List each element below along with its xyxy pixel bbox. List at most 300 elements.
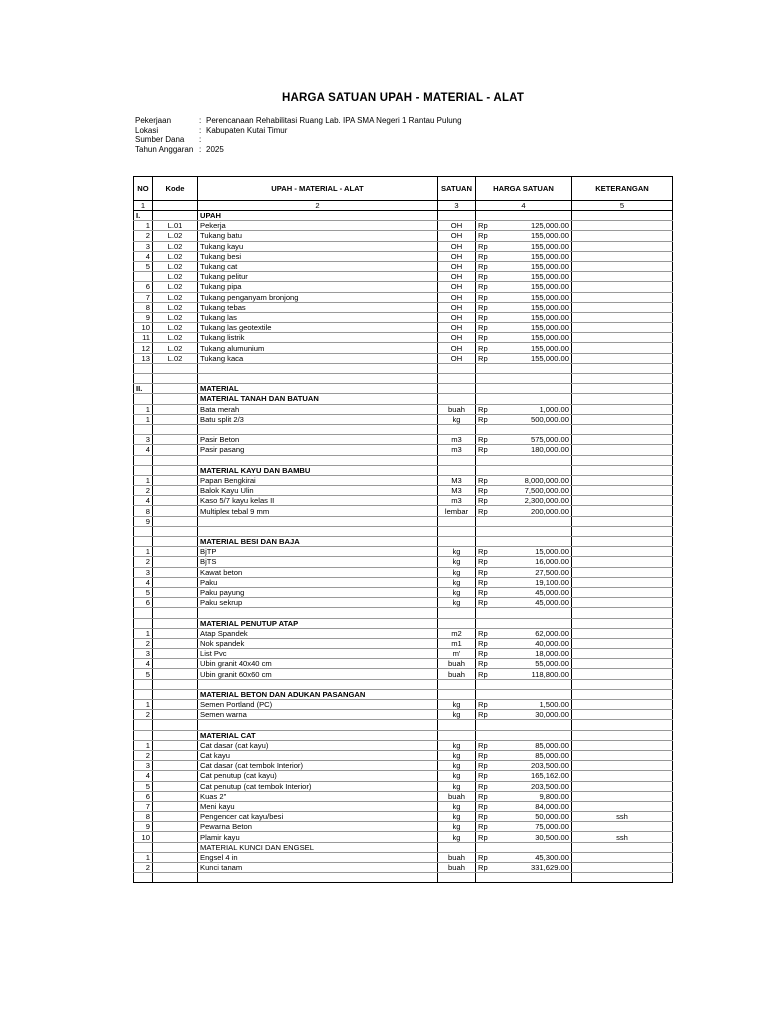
empty-cell [476,526,572,536]
item-price [476,781,572,791]
item-name: Tukang batu [198,231,438,241]
item-unit: buah [438,669,476,679]
item-unit: kg [438,740,476,750]
item-code: L.02 [153,261,198,271]
price-value: 62,000.00 [535,628,569,638]
table-row [134,496,673,506]
price-wrap [478,272,569,281]
item-number: 3 [134,241,153,251]
empty-cell [572,618,673,628]
empty-cell [476,679,572,689]
item-note [572,353,673,363]
empty-cell [438,618,476,628]
column-number: 1 [134,201,153,211]
item-code [153,832,198,842]
currency-label: Rp [478,475,488,485]
item-code [153,506,198,516]
empty-cell [198,608,438,618]
table-row [134,700,673,710]
item-note [572,567,673,577]
table-row [134,261,673,271]
item-note [572,343,673,353]
empty-cell [476,720,572,730]
item-note [572,302,673,312]
item-note [572,496,673,506]
item-code [153,781,198,791]
empty-cell [153,618,198,628]
currency-label: Rp [478,649,488,659]
item-note [572,852,673,862]
category-row [134,465,673,475]
header-satuan: SATUAN [438,177,476,201]
item-code [153,791,198,801]
item-number: 1 [134,414,153,424]
empty-cell [134,730,153,740]
item-number: 3 [134,761,153,771]
blank-row [134,679,673,689]
price-wrap [478,354,569,363]
item-price [476,353,572,363]
item-name: Atap Spandek [198,628,438,638]
item-number: 4 [134,496,153,506]
category-row [134,394,673,404]
item-price [476,547,572,557]
item-name: Tukang las geotextile [198,323,438,333]
price-wrap [478,710,569,719]
item-code [153,852,198,862]
currency-label: Rp [478,343,488,353]
item-price [476,740,572,750]
empty-cell [438,720,476,730]
item-note: ssh [572,812,673,822]
item-price [476,557,572,567]
currency-label: Rp [478,506,488,516]
item-number: 4 [134,445,153,455]
item-code [153,445,198,455]
table-row [134,516,673,526]
item-name: Tukang listrik [198,333,438,343]
item-unit: kg [438,547,476,557]
empty-cell [438,608,476,618]
table-row [134,414,673,424]
item-price [476,496,572,506]
item-number: 2 [134,863,153,873]
item-name: Plamir kayu [198,832,438,842]
empty-cell [572,465,673,475]
price-value: 200,000.00 [530,506,569,516]
currency-label: Rp [478,751,488,761]
item-note [572,587,673,597]
category-title: MATERIAL KAYU DAN BAMBU [198,465,438,475]
item-name: Pengencer cat kayu/besi [198,812,438,822]
item-note [572,700,673,710]
item-number: 7 [134,292,153,302]
item-number: 4 [134,771,153,781]
item-code [153,761,198,771]
item-note [572,659,673,669]
empty-cell [198,526,438,536]
empty-cell [134,424,153,434]
empty-cell [438,526,476,536]
item-code [153,486,198,496]
info-row-pekerjaan [135,116,462,126]
item-unit: M3 [438,486,476,496]
item-name: Tukang kayu [198,241,438,251]
empty-cell [438,730,476,740]
table-row [134,547,673,557]
price-value: 155,000.00 [530,343,569,353]
section-row [134,211,673,221]
empty-cell [438,465,476,475]
item-price [476,710,572,720]
item-unit: OH [438,302,476,312]
item-name: Nok spandek [198,638,438,648]
table-row [134,241,673,251]
table-row [134,771,673,781]
item-price [476,272,572,282]
item-number: 9 [134,312,153,322]
table-row [134,312,673,322]
item-number: 10 [134,323,153,333]
item-code [153,740,198,750]
currency-label: Rp [478,333,488,343]
table-row [134,557,673,567]
item-number: 1 [134,475,153,485]
item-unit: OH [438,353,476,363]
blank-row [134,608,673,618]
price-wrap [478,486,569,495]
item-number: 1 [134,547,153,557]
price-value: 30,000.00 [535,710,569,720]
item-price [476,587,572,597]
blank-row [134,526,673,536]
empty-cell [134,363,153,373]
table-row [134,343,673,353]
price-wrap [478,282,569,291]
item-unit: kg [438,557,476,567]
item-price [476,649,572,659]
price-wrap [478,344,569,353]
item-code [153,822,198,832]
empty-cell [134,689,153,699]
item-price [476,221,572,231]
item-number: 2 [134,710,153,720]
column-number [153,201,198,211]
item-name: Cat dasar (cat kayu) [198,740,438,750]
item-number: 9 [134,822,153,832]
item-price [476,628,572,638]
item-unit: m2 [438,628,476,638]
price-wrap [478,761,569,770]
item-number: 1 [134,221,153,231]
table-row [134,710,673,720]
item-note [572,669,673,679]
price-value: 125,000.00 [530,221,569,231]
item-price [476,852,572,862]
empty-cell [153,537,198,547]
empty-cell [134,465,153,475]
price-wrap [478,262,569,271]
price-value: 1,000.00 [539,404,569,414]
column-number: 2 [198,201,438,211]
item-unit: m' [438,649,476,659]
section-number: I. [134,211,153,221]
empty-cell [438,384,476,394]
price-value: 155,000.00 [530,262,569,272]
item-name: Batu split 2/3 [198,414,438,424]
table-row [134,863,673,873]
currency-label: Rp [478,588,488,598]
item-number: 7 [134,801,153,811]
empty-cell [476,873,572,883]
item-note [572,649,673,659]
price-wrap [478,863,569,872]
item-unit: OH [438,221,476,231]
item-price [476,333,572,343]
price-value: 155,000.00 [530,353,569,363]
empty-cell [198,374,438,384]
item-note [572,506,673,516]
empty-cell [153,394,198,404]
item-price [476,516,572,526]
item-number: 4 [134,251,153,261]
item-name: Cat kayu [198,750,438,760]
empty-cell [476,363,572,373]
info-label: Lokasi [135,125,159,135]
info-value: Perencanaan Rehabilitasi Ruang Lab. IPA SMA Negeri 1 Rantau Pulung [206,116,462,125]
price-value: 155,000.00 [530,282,569,292]
price-value: 45,000.00 [535,588,569,598]
item-unit: OH [438,323,476,333]
price-wrap [478,496,569,505]
item-code: L.02 [153,302,198,312]
item-note [572,771,673,781]
item-name: Semen warna [198,710,438,720]
item-note [572,486,673,496]
price-wrap [478,415,569,424]
item-unit: buah [438,852,476,862]
item-unit: buah [438,659,476,669]
currency-label: Rp [478,801,488,811]
price-wrap [478,313,569,322]
price-value: 575,000.00 [530,435,569,445]
item-price [476,414,572,424]
currency-label: Rp [478,781,488,791]
empty-cell [572,455,673,465]
info-value: 2025 [206,144,224,154]
empty-cell [476,465,572,475]
empty-cell [134,394,153,404]
project-info [135,116,462,154]
table-row [134,231,673,241]
price-value: 1,500.00 [539,700,569,710]
table-row [134,272,673,282]
category-row [134,618,673,628]
item-number: 3 [134,435,153,445]
item-unit: OH [438,241,476,251]
empty-cell [134,873,153,883]
item-price [476,261,572,271]
item-number: 3 [134,567,153,577]
price-value: 30,500.00 [535,832,569,842]
item-note [572,822,673,832]
empty-cell [134,842,153,852]
item-unit: kg [438,567,476,577]
empty-cell [572,384,673,394]
item-note [572,740,673,750]
item-price [476,669,572,679]
item-name: Kunci tanam [198,863,438,873]
empty-cell [198,363,438,373]
price-table [133,176,673,883]
column-number: 5 [572,201,673,211]
item-price [476,638,572,648]
item-number: 5 [134,669,153,679]
section-title: MATERIAL [198,384,438,394]
item-note [572,404,673,414]
info-separator: : [199,125,202,135]
table-body [134,211,673,883]
item-code [153,475,198,485]
price-value: 45,000.00 [535,598,569,608]
item-unit: M3 [438,475,476,485]
price-value: 7,500,000.00 [524,486,569,496]
item-code [153,587,198,597]
column-number-row [134,201,673,211]
price-value: 2,300,000.00 [524,496,569,506]
table-row [134,221,673,231]
item-name: Bata merah [198,404,438,414]
item-number: 11 [134,333,153,343]
currency-label: Rp [478,231,488,241]
item-note [572,414,673,424]
item-name: Tukang pipa [198,282,438,292]
currency-label: Rp [478,251,488,261]
item-note [572,323,673,333]
item-code [153,649,198,659]
table-row [134,669,673,679]
item-price [476,832,572,842]
empty-cell [153,465,198,475]
column-number: 4 [476,201,572,211]
item-note [572,435,673,445]
empty-cell [134,608,153,618]
empty-cell [438,873,476,883]
header-no: NO [134,177,153,201]
price-value: 155,000.00 [530,251,569,261]
item-price [476,700,572,710]
empty-cell [153,730,198,740]
item-unit: m3 [438,445,476,455]
item-price [476,506,572,516]
price-value: 16,000.00 [535,557,569,567]
price-value: 19,100.00 [535,577,569,587]
currency-label: Rp [478,852,488,862]
table-row [134,791,673,801]
item-number: 1 [134,852,153,862]
currency-label: Rp [478,812,488,822]
info-row-sumber-dana [135,135,462,145]
item-note [572,475,673,485]
item-note [572,547,673,557]
item-name: Kawat beton [198,567,438,577]
price-wrap [478,792,569,801]
item-price [476,282,572,292]
item-number: 1 [134,628,153,638]
info-label: Tahun Anggaran [135,144,194,154]
price-wrap [478,670,569,679]
info-separator: : [199,116,202,125]
price-wrap [478,323,569,332]
item-code [153,710,198,720]
item-price [476,231,572,241]
item-code: L.02 [153,292,198,302]
item-name: Ubin granit 60x60 cm [198,669,438,679]
item-note [572,761,673,771]
item-name: Tukang kaca [198,353,438,363]
item-name: Pekerja [198,221,438,231]
category-title: MATERIAL CAT [198,730,438,740]
price-wrap [478,333,569,342]
empty-cell [476,374,572,384]
info-value: Kabupaten Kutai Timur [206,125,288,135]
category-row [134,537,673,547]
section-number: II. [134,384,153,394]
table-row [134,740,673,750]
item-note [572,863,673,873]
item-price [476,598,572,608]
item-number: 8 [134,812,153,822]
item-number: 2 [134,750,153,760]
price-value: 75,000.00 [535,822,569,832]
price-wrap [478,771,569,780]
item-price [476,659,572,669]
blank-row [134,374,673,384]
table-row [134,577,673,587]
item-unit: OH [438,251,476,261]
item-name [198,516,438,526]
currency-label: Rp [478,628,488,638]
table-row [134,353,673,363]
currency-label: Rp [478,659,488,669]
empty-cell [153,363,198,373]
table-row [134,801,673,811]
item-code [153,577,198,587]
currency-label: Rp [478,577,488,587]
item-unit: buah [438,404,476,414]
currency-label: Rp [478,272,488,282]
info-row-tahun-anggaran [135,145,462,155]
item-name: Pasir Beton [198,435,438,445]
currency-label: Rp [478,486,488,496]
price-value: 155,000.00 [530,231,569,241]
item-unit: OH [438,343,476,353]
price-wrap [478,231,569,240]
empty-cell [134,720,153,730]
item-price [476,577,572,587]
empty-cell [153,689,198,699]
currency-label: Rp [478,282,488,292]
item-number: 1 [134,700,153,710]
table-row [134,445,673,455]
currency-label: Rp [478,791,488,801]
item-name: Tukang alumunium [198,343,438,353]
item-note [572,791,673,801]
item-price [476,292,572,302]
empty-cell [198,720,438,730]
table-row [134,659,673,669]
currency-label: Rp [478,598,488,608]
